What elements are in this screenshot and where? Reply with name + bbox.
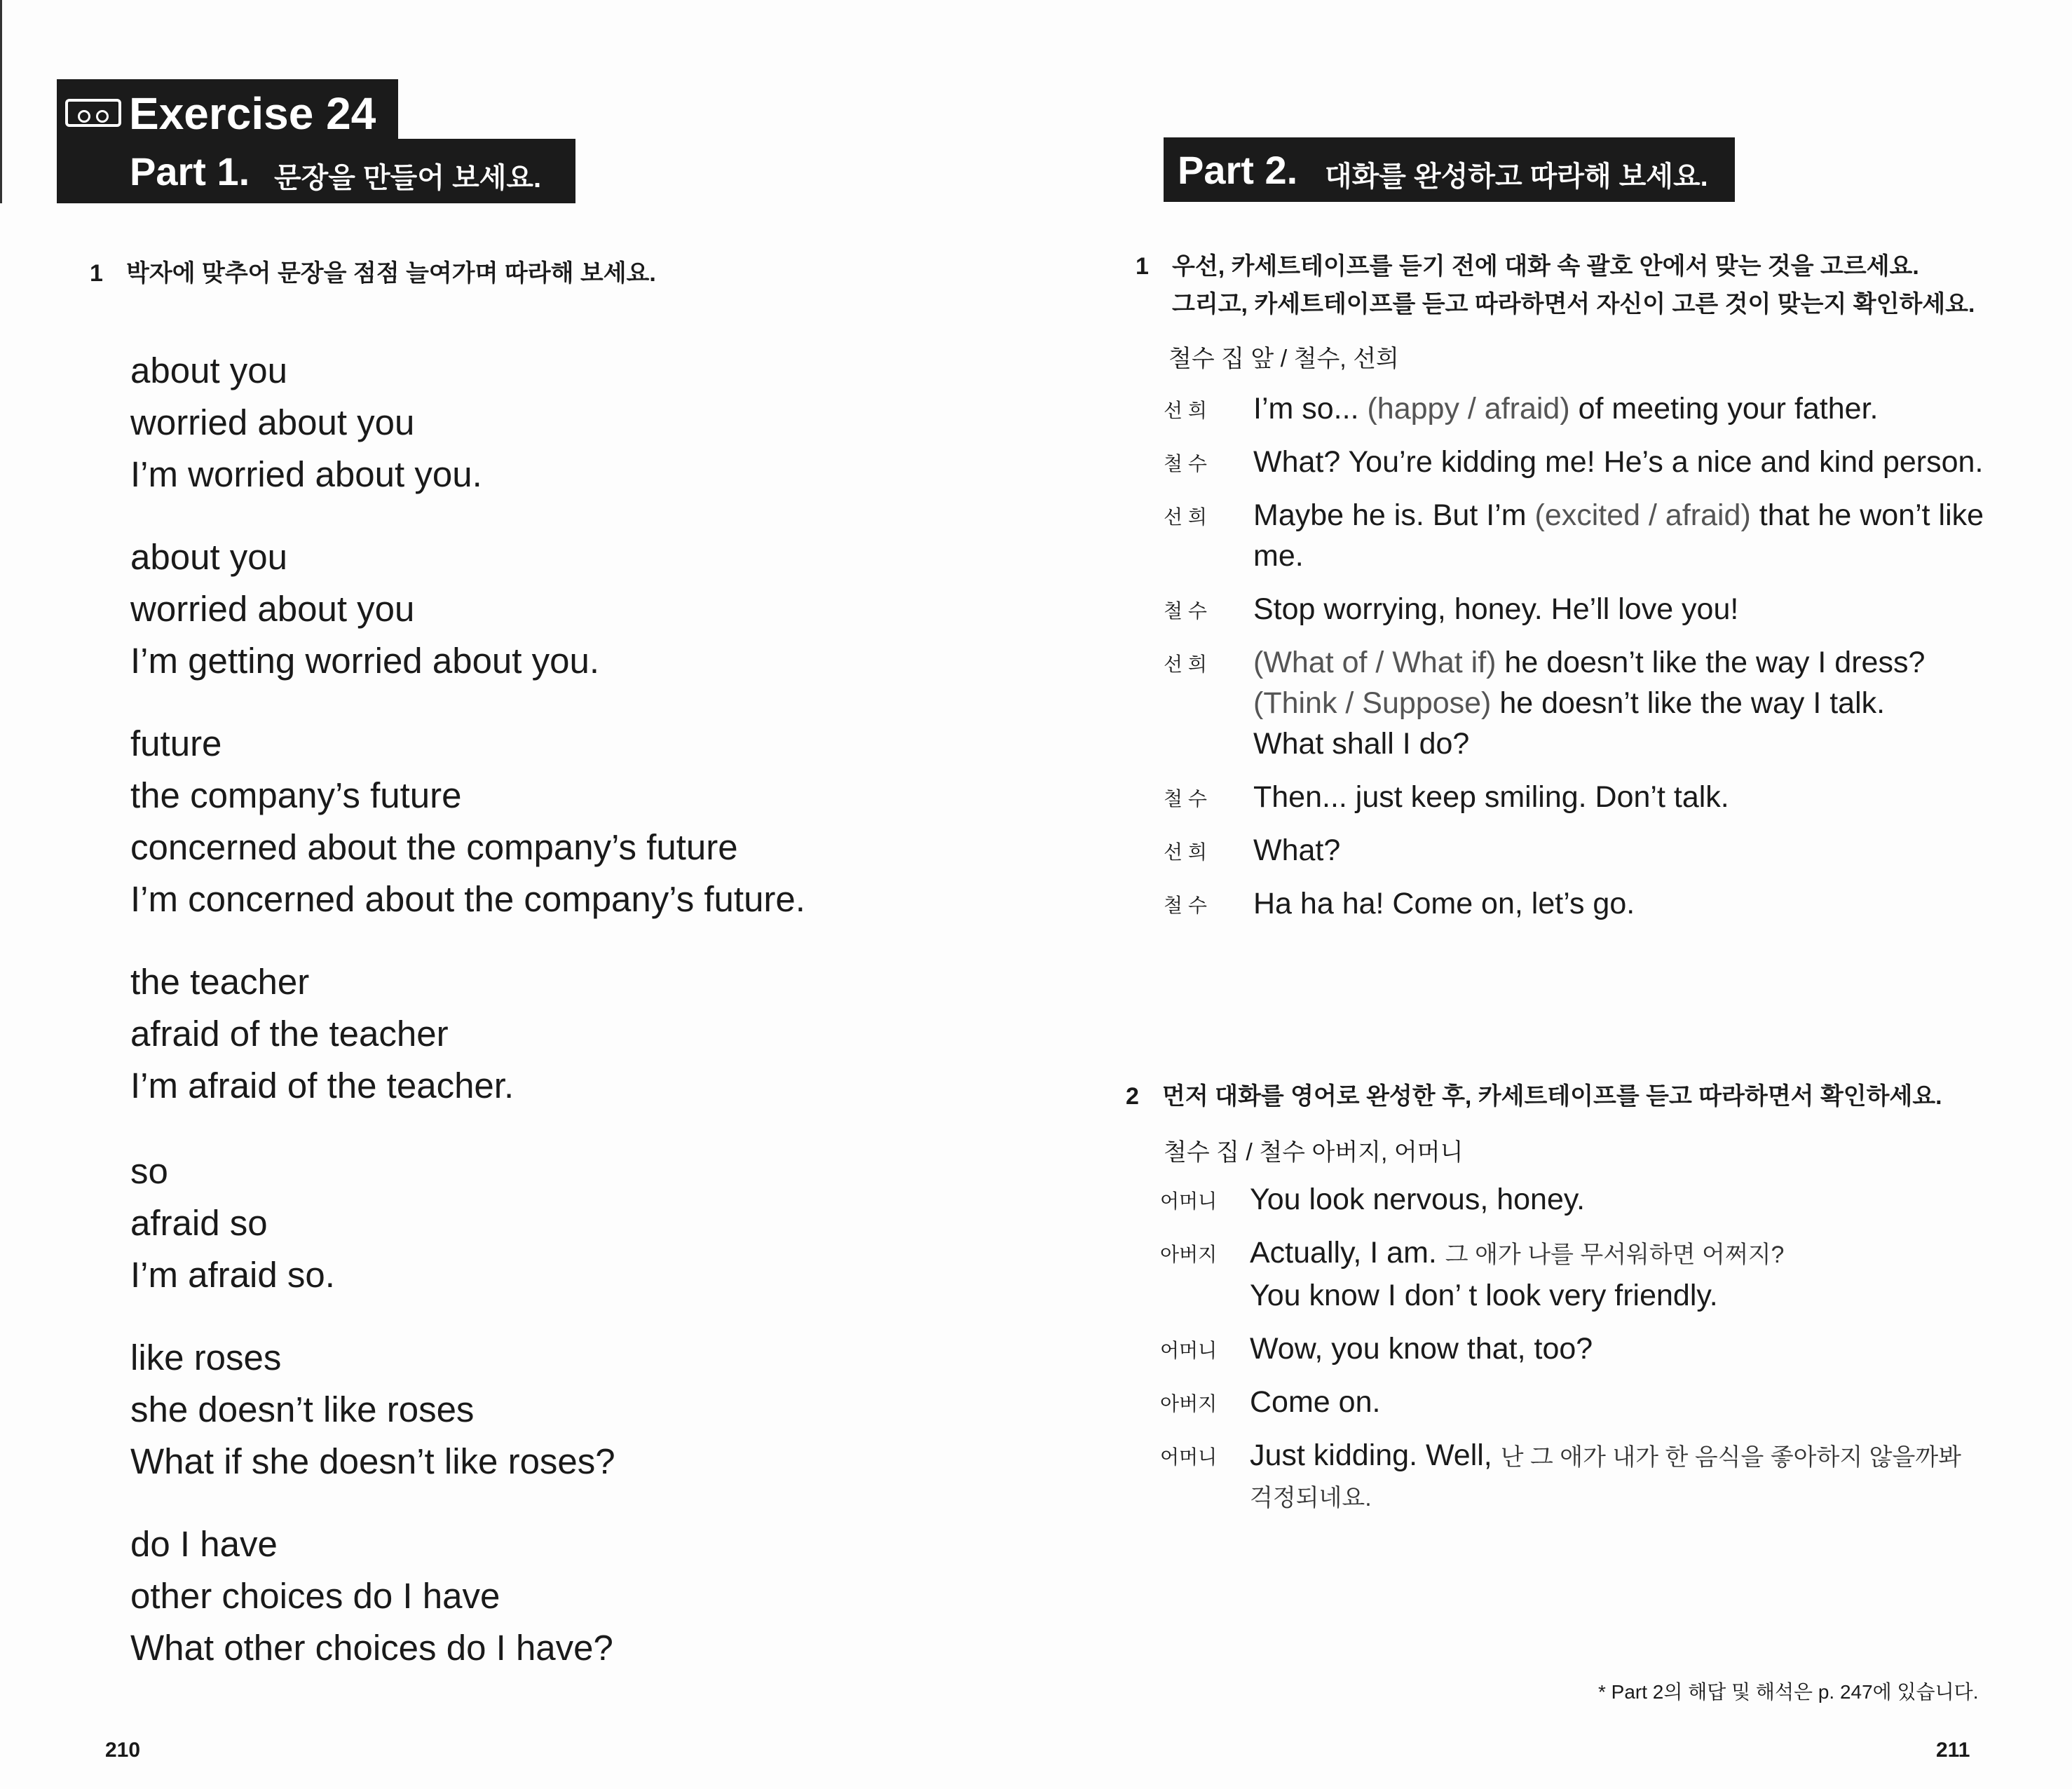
exercise-title: Exercise 24 — [129, 88, 376, 139]
choice-option[interactable]: (What of / What if) — [1253, 646, 1497, 679]
sentence-line: I’m afraid so. — [130, 1255, 335, 1295]
korean-prompt: 그 애가 나를 무서워하면 어쩌지? — [1445, 1242, 1785, 1268]
speaker-label: 선 희 — [1164, 506, 1207, 528]
sentence-line: about you — [130, 351, 288, 390]
dialogue-line: 어머니 Just kidding. Well, 난 그 애가 내가 한 음식을 좋아하지 않을까봐 걱정되네요. — [1160, 1435, 1987, 1518]
sentence-line: about you — [130, 537, 288, 577]
choice-option[interactable]: (excited / afraid) — [1534, 498, 1751, 532]
sentence-line: What other choices do I have? — [130, 1628, 613, 1668]
speaker-label: 선 희 — [1164, 841, 1207, 863]
speaker-label: 어머니 — [1160, 1340, 1218, 1361]
q2-dialogue — [1160, 1179, 1987, 1531]
page-number-right: 211 — [1936, 1739, 1970, 1762]
dialogue-line: 어머니 Wow, you know that, too? — [1160, 1332, 1593, 1366]
binding-edge — [0, 0, 2, 203]
sentence-line: afraid so — [130, 1203, 268, 1243]
dialogue-line: 선 희 I’m so... (happy / afraid) of meeting your father. — [1164, 392, 1879, 426]
q1-dialogue — [1164, 388, 1991, 937]
q2-setting: 철수 집 / 철수 아버지, 어머니 — [1164, 1139, 1464, 1166]
sentence-line: afraid of the teacher — [130, 1014, 449, 1054]
part1-label: Part 1. — [130, 149, 250, 193]
sentence-line: future — [130, 723, 222, 763]
sentence-line: I’m afraid of the teacher. — [130, 1066, 514, 1106]
part2-banner — [1164, 137, 1735, 202]
sentence-line: worried about you — [130, 402, 415, 442]
sentence-line: do I have — [130, 1524, 278, 1564]
part2-subtitle: 대화를 완성하고 따라해 보세요. — [1325, 161, 1708, 192]
q1-instruction: 1 우선, 카세트테이프를 듣기 전에 대화 속 괄호 안에서 맞는 것을 고르세요. — [1136, 253, 1919, 280]
q2-instruction: 2 먼저 대화를 영어로 완성한 후, 카세트테이프를 듣고 따라하면서 확인하세요. — [1126, 1083, 1942, 1110]
speaker-label: 아버지 — [1160, 1393, 1218, 1415]
part1-instruction: 1 박자에 맞추어 문장을 점점 늘여가며 따라해 보세요. — [90, 260, 656, 287]
sentence-group — [130, 1332, 615, 1488]
sentence-line: concerned about the company’s future — [130, 827, 738, 867]
page-number-left: 210 — [105, 1739, 141, 1762]
sentence-line: so — [130, 1151, 168, 1191]
dialogue-line: 아버지 Actually, I am. 그 애가 나를 무서워하면 어쩌지? You know I don’ t look very friendly. — [1160, 1236, 1785, 1312]
sentence-line: worried about you — [130, 589, 415, 629]
sentence-line: What if she doesn’t like roses? — [130, 1441, 615, 1481]
korean-prompt: 난 그 애가 내가 한 음식을 좋아하지 않을까봐 — [1500, 1444, 1962, 1471]
speaker-label: 어머니 — [1160, 1190, 1218, 1212]
dialogue-line: 선 희 (What of / What if) he doesn’t like the way I dress? (Think / Suppose) he doesn’t like the way I talk. What shall I do? — [1164, 646, 1926, 761]
sentence-line: I’m concerned about the company’s future. — [130, 879, 805, 919]
sentence-line: the company’s future — [130, 775, 462, 815]
choice-option[interactable]: (happy / afraid) — [1367, 392, 1570, 426]
sentence-line: other choices do I have — [130, 1576, 500, 1616]
speaker-label: 철 수 — [1164, 453, 1207, 475]
dialogue-line: 어머니 You look nervous, honey. — [1160, 1183, 1586, 1216]
sentence-line: I’m worried about you. — [130, 454, 482, 494]
part2-label: Part 2. — [1178, 148, 1298, 192]
dialogue-line: 아버지 Come on. — [1160, 1385, 1381, 1419]
footnote: * Part 2의 해답 및 해석은 p. 247에 있습니다. — [1598, 1681, 1979, 1703]
part1-subtitle: 문장을 만들어 보세요. — [274, 163, 542, 193]
sentence-line: she doesn’t like roses — [130, 1389, 475, 1429]
sentence-group — [130, 1518, 613, 1674]
part1-banner — [57, 139, 575, 203]
dialogue-line: 선 희 Maybe he is. But I’m (excited / afraid) that he won’t like me. — [1164, 498, 1984, 573]
sentence-group — [130, 718, 805, 925]
sentence-line: like roses — [130, 1338, 282, 1378]
sentence-group — [130, 1145, 335, 1301]
speaker-label: 철 수 — [1164, 600, 1207, 622]
sentence-group — [130, 345, 482, 501]
dialogue-line: 철 수 Ha ha ha! Come on, let’s go. — [1164, 887, 1635, 920]
sentence-group — [130, 956, 514, 1112]
cassette-icon — [65, 99, 121, 127]
speaker-label: 아버지 — [1160, 1244, 1218, 1265]
exercise-banner — [57, 79, 398, 145]
korean-prompt: 걱정되네요. — [1250, 1485, 1372, 1511]
speaker-label: 선 희 — [1164, 653, 1207, 675]
sentence-line: I’m getting worried about you. — [130, 641, 600, 681]
dialogue-line: 철 수 Stop worrying, honey. He’ll love you! — [1164, 592, 1739, 626]
sentence-line: the teacher — [130, 962, 310, 1002]
dialogue-line: 선 희 What? — [1164, 834, 1341, 867]
speaker-label: 어머니 — [1160, 1446, 1218, 1468]
q1-setting: 철수 집 앞 / 철수, 선희 — [1168, 346, 1399, 372]
dialogue-line: 철 수 What? You’re kidding me! He’s a nice and kind person. — [1164, 445, 1984, 479]
sentence-group — [130, 531, 599, 687]
speaker-label: 철 수 — [1164, 894, 1207, 916]
dialogue-line: 철 수 Then... just keep smiling. Don’t talk. — [1164, 780, 1729, 814]
choice-option[interactable]: (Think / Suppose) — [1253, 686, 1492, 720]
speaker-label: 철 수 — [1164, 788, 1207, 810]
q1-instruction-2: 그리고, 카세트테이프를 듣고 따라하면서 자신이 고른 것이 맞는지 확인하세요. — [1172, 291, 1975, 318]
speaker-label: 선 희 — [1164, 400, 1207, 421]
